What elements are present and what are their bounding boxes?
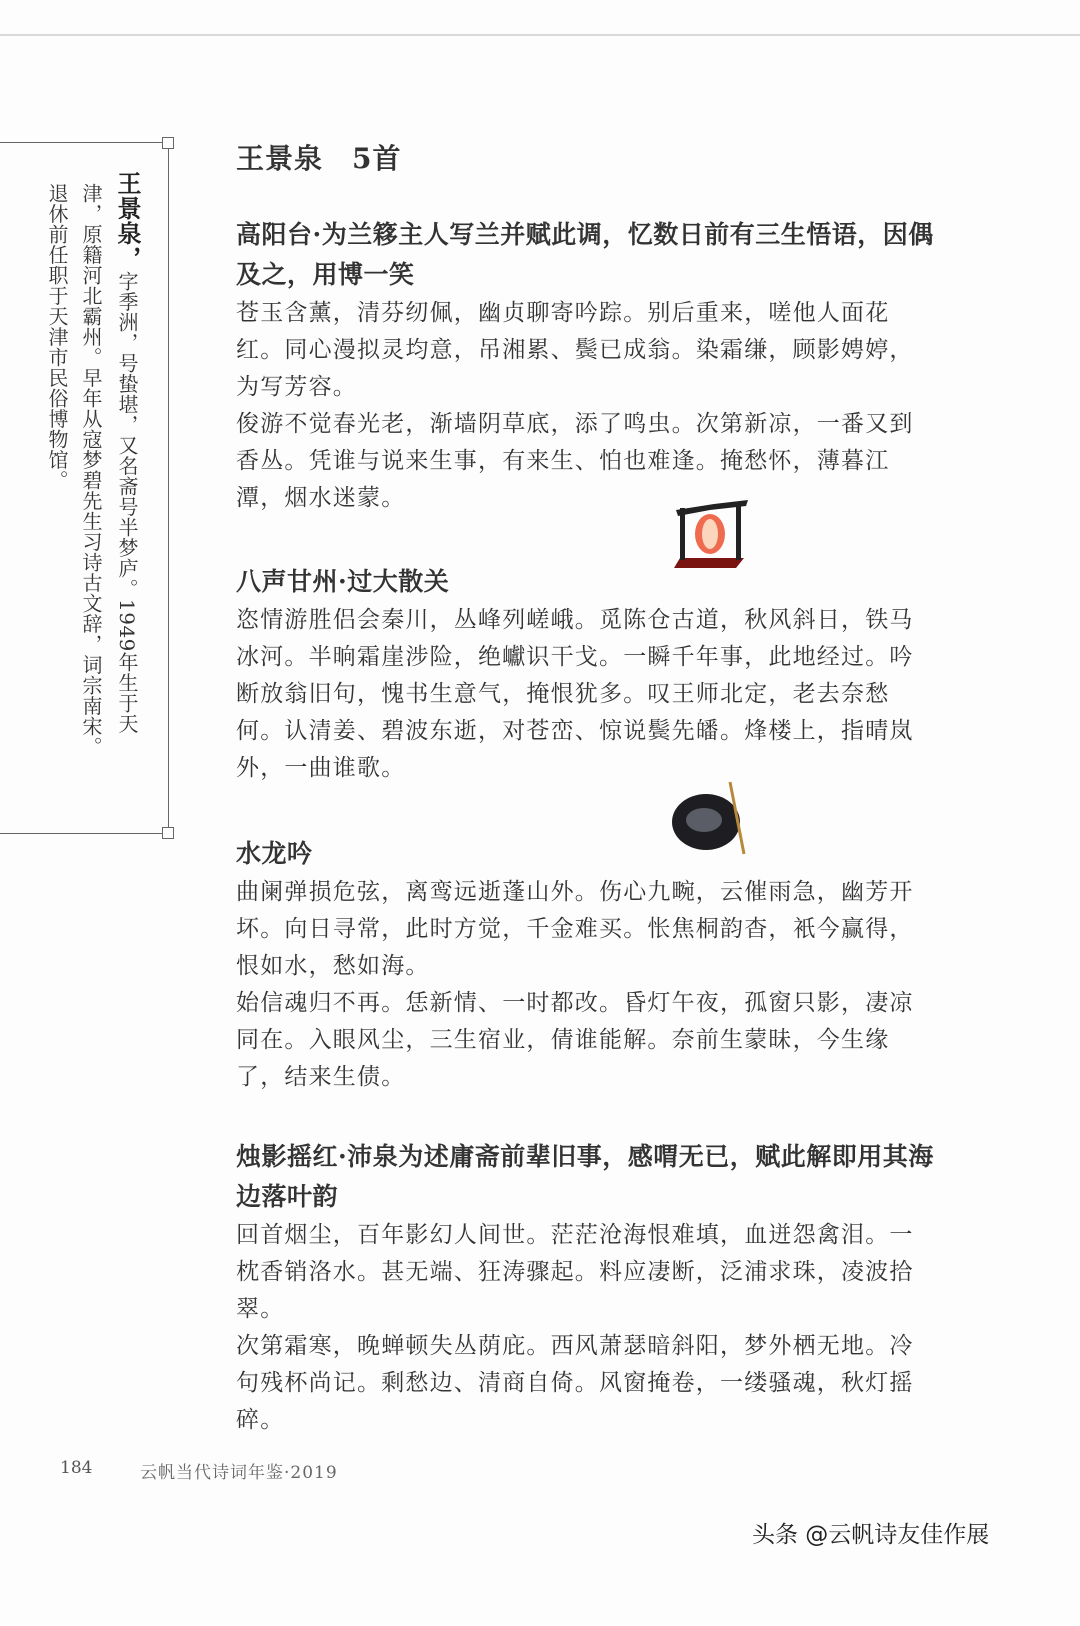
corner-ornament (162, 137, 174, 149)
poem-stanza: 恣情游胜侣会秦川，丛峰列嵯峨。觅陈仓古道，秋风斜日，铁马冰河。半晌霜崖涉险，绝巘识干戈。一瞬千年事，此地经过。吟断放翁旧句，愧书生意气，掩恨犹多。叹王师北定，老去奈愁何。认清姜、碧波东逝，对苍峦、惊说鬓先皤。烽楼上，指晴岚外，一曲谁歌。 (236, 607, 914, 781)
poem-2 (236, 562, 936, 787)
poem-stanza: 俊游不觉春光老，渐墙阴草底，添了鸣虫。次第新凉，一番又到香丛。凭谁与说来生事，有来生、怕也难逢。掩愁怀，薄暮江潭，烟水迷蒙。 (236, 411, 914, 511)
bio-name: 王景泉， (113, 171, 142, 271)
poem-stanza: 始信魂归不再。恁新情、一时都改。昏灯午夜，孤窗只影，凄凉同在。入眼风尘，三生宿业，倩谁能解。奈前生蒙昧，今生缘了，结来生债。 (236, 990, 914, 1090)
bio-text: 字季洲，号蛰堪，又名斋号半梦庐。1949年生于天 (115, 271, 139, 734)
poem-title: 烛影摇红·沛泉为述庸斋前辈旧事，感喟无已，赋此解即用其海边落叶韵 (236, 1142, 934, 1211)
running-footer: 云帆当代诗词年鉴·2019 (140, 1463, 338, 1483)
poem-stanza: 曲阑弹损危弦，离鸾远逝蓬山外。伤心九畹，云催雨急，幽芳开坏。向日寻常，此时方觉，千金难买。怅焦桐韵杳，衹今赢得，恨如水，愁如海。 (236, 879, 914, 979)
author-bio-box (0, 142, 169, 834)
page-number: 184 (60, 1458, 93, 1478)
bio-column-1 (114, 171, 140, 734)
poem-title: 八声甘州·过大散关 (236, 567, 450, 596)
poem-1 (236, 215, 936, 517)
poem-stanza: 苍玉含薰，清芬纫佩，幽贞聊寄吟踪。别后重来，嗟他人面花红。同心漫拟灵均意，吊湘累、鬓已成翁。染霜缣，顾影娉婷，为写芳容。 (236, 300, 914, 400)
poem-title: 水龙吟 (236, 839, 313, 868)
corner-ornament (162, 827, 174, 839)
author-heading: 王景泉 5首 (236, 142, 402, 175)
page-top-edge (0, 34, 1080, 36)
bio-column-2: 津，原籍河北霸州。早年从寇梦碧先生习诗古文辞，词宗南宋。 (79, 183, 103, 757)
poem-4 (236, 1137, 936, 1439)
poem-title: 高阳台·为兰簃主人写兰并赋此调，忆数日前有三生悟语，因偶及之，用博一笑 (236, 220, 934, 289)
poem-stanza: 回首烟尘，百年影幻人间世。茫茫沧海恨难填，血迸怨禽泪。一枕香销洛水。甚无端、狂涛骤起。料应凄断，泛浦求珠，凌波拾翠。 (236, 1222, 914, 1322)
poem-stanza: 次第霜寒，晚蝉顿失丛荫庇。西风萧瑟暗斜阳，梦外栖无地。冷句残杯尚记。剩愁边、清商自倚。风窗掩卷，一缕骚魂，秋灯摇碎。 (236, 1333, 914, 1433)
watermark: 头条 @云帆诗友佳作展 (752, 1522, 990, 1548)
bio-column-3: 退休前任职于天津市民俗博物馆。 (45, 183, 69, 491)
poem-3 (236, 834, 936, 1096)
